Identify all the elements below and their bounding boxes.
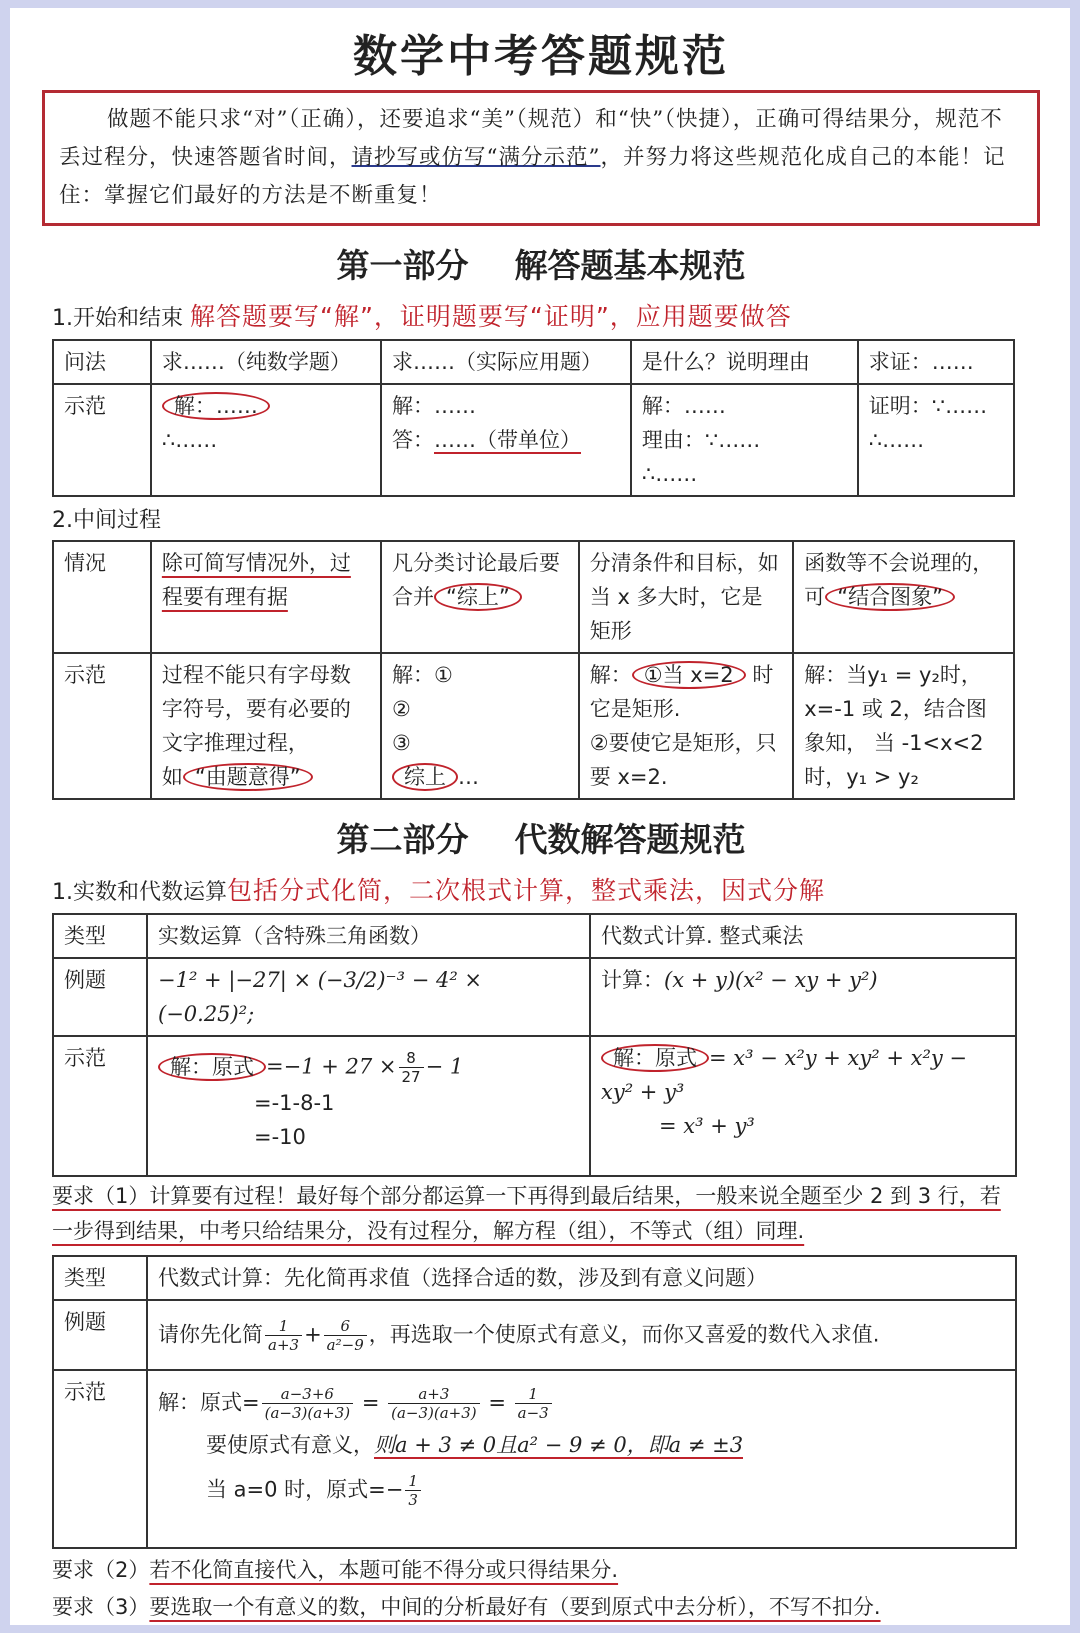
underline-mark: 除可简写情况外，过程要有理有据 <box>161 551 351 609</box>
cell-line: ∴…… <box>161 428 218 452</box>
cell <box>151 653 381 799</box>
frac-num: 6 <box>324 1317 367 1336</box>
part1-number: 第一部分 <box>336 246 469 285</box>
cell <box>381 541 579 653</box>
cell-text: = <box>488 1390 506 1415</box>
cell-text: 解：原式= <box>158 1390 260 1415</box>
cell-head: 类型 <box>53 1256 147 1300</box>
intro-text-1: 做题不能只求“对”（正确），还要追求“美”（规范）和“快”（快捷），正确可得结果分，规范不丢过程分，快速答题省时间， <box>59 107 1003 170</box>
p1-sec1-red: 解答题要写“解”，证明题要写“证明”，应用题要做答 <box>190 302 792 331</box>
intro-underlined: 请抄写或仿写“满分示范” <box>351 145 601 170</box>
cell-text: 请你先化简 <box>158 1322 263 1346</box>
cell-text: 时它是矩形. <box>589 663 774 721</box>
cell-text: ，再选取一个使原式有意义，而你又喜爱的数代入求值. <box>368 1322 880 1346</box>
math-expression: = x³ − x²y + xy² + x²y − xy² + y³ <box>601 1046 968 1104</box>
oval-mark: 综上 <box>392 763 458 791</box>
cell-row-head: 例题 <box>53 1300 147 1370</box>
cell-line: =-10 <box>254 1125 306 1149</box>
frac-num: 1 <box>405 1472 421 1491</box>
fraction <box>515 1385 552 1422</box>
oval-mark: 解：…… <box>162 392 270 420</box>
cell-line: 解：…… <box>391 394 476 418</box>
cell <box>381 384 631 496</box>
oval-mark: 解：原式 <box>158 1053 266 1081</box>
cell-row-head: 示范 <box>53 653 151 799</box>
math-expression: −1² + |−27| × (−3/2)⁻³ − 4² × (−0.25)²; <box>158 968 483 1026</box>
p1-sec1-label: 1.开始和结束 <box>52 306 183 331</box>
cell <box>147 1370 1016 1548</box>
page-title: 数学中考答题规范 <box>353 31 729 82</box>
oval-mark: “由题意得” <box>183 763 313 791</box>
frac-den: (a−3)(a+3) <box>264 1404 351 1422</box>
frac-den: a+3 <box>268 1335 300 1354</box>
cell <box>793 541 1014 653</box>
cell-text: 过程不能只有字母数字符号，要有必要的文字推理过程，如 <box>161 663 351 789</box>
cell <box>147 1300 1016 1370</box>
p2-sec1-heading <box>52 871 1040 907</box>
intro-box <box>42 90 1040 226</box>
part2-title: 代数解答题规范 <box>514 820 746 859</box>
frac-den: 27 <box>401 1068 421 1086</box>
frac-num: 1 <box>515 1385 552 1404</box>
table-start-end <box>52 339 1015 497</box>
cell <box>631 384 858 496</box>
frac-num: 1 <box>265 1317 302 1336</box>
requirement-2 <box>52 1553 1015 1588</box>
table-algebra-2 <box>52 1255 1017 1549</box>
math-expression: =−1 + 27 × <box>266 1054 397 1079</box>
cell-text: = <box>361 1390 380 1415</box>
cell-row-head: 例题 <box>53 958 147 1036</box>
cell-head: 实数运算（含特殊三角函数） <box>147 914 590 958</box>
cell-text: 当 a=0 时，原式=− <box>206 1477 404 1502</box>
frac-den: 3 <box>408 1491 418 1509</box>
cell <box>147 958 590 1036</box>
oval-mark: 解：原式 <box>601 1044 709 1072</box>
underline-mark: 若不化简直接代入，本题可能不得分或只得结果分. <box>149 1558 619 1582</box>
cell-text: … <box>457 765 479 789</box>
p2-sec1-label: 1.实数和代数运算 <box>52 880 227 905</box>
cell-row-head: 示范 <box>53 1370 147 1548</box>
cell-text: 函数等不会说理的，可 <box>804 551 994 609</box>
math-expression: − 1 <box>425 1054 464 1079</box>
req-label: 要求（3） <box>52 1595 150 1619</box>
underline-mark: 要选取一个有意义的数，中间的分析最好有（要到原式中去分析），不写不扣分. <box>149 1595 881 1619</box>
requirement-1: 要求（1）计算要有过程！最好每个部分都运算一下再得到最后结果，一般来说全题至少 2 到 3 行，若一步得到结果，中考只给结果分，没有过程分，解方程（组），不等式（组）同理. <box>52 1184 1001 1243</box>
cell <box>590 1036 1016 1176</box>
cell-line: ③ <box>391 731 411 755</box>
cell <box>147 1036 590 1176</box>
cell-line: ② <box>391 697 411 721</box>
cell-line: 解：…… <box>641 394 726 418</box>
cell-head: 类型 <box>53 914 147 958</box>
cell-text: 要使原式有意义， <box>206 1433 374 1457</box>
oval-mark: “结合图象” <box>825 583 955 611</box>
cell-head: 求证：…… <box>858 340 1014 384</box>
frac-den: (a−3)(a+3) <box>391 1404 477 1422</box>
math-expression: (x + y)(x² − xy + y²) <box>664 968 878 992</box>
underline-mark: 则a + 3 ≠ 0且a² − 9 ≠ 0，即a ≠ ±3 <box>374 1433 744 1457</box>
cell <box>381 653 579 799</box>
cell: 分清条件和目标，如当 x 多大时，它是矩形 <box>579 541 793 653</box>
p1-sec1-heading <box>52 297 1040 333</box>
oval-mark: “综上” <box>434 583 522 611</box>
oval-mark: ①当 x=2 <box>632 661 746 689</box>
fraction <box>388 1385 480 1422</box>
cell-head: 代数式计算. 整式乘法 <box>590 914 1016 958</box>
req-label: 要求（2） <box>52 1558 150 1582</box>
requirement-3 <box>52 1590 1015 1625</box>
cell-head: 代数式计算：先化简再求值（选择合适的数，涉及到有意义问题） <box>147 1256 1016 1300</box>
cell-text: 解： <box>589 663 632 687</box>
table-algebra-1 <box>52 913 1017 1177</box>
cell <box>858 384 1014 496</box>
cell-line: 证明：∵…… <box>868 394 988 418</box>
underline-mark: ……（带单位） <box>433 428 581 452</box>
fraction <box>405 1472 421 1509</box>
cell-line: 解：当y₁ = y₂时， <box>804 663 982 687</box>
cell-line: x=-1 或 2，结合图象知， 当 -1<x<2 时，y₁ > y₂ <box>804 697 987 789</box>
cell <box>793 653 1014 799</box>
cell-line: ∴…… <box>868 428 925 452</box>
fraction <box>324 1317 367 1354</box>
cell-line: 理由：∵…… <box>641 428 761 452</box>
cell-head: 是什么？说明理由 <box>631 340 858 384</box>
p1-sec2-label: 2.中间过程 <box>52 508 161 533</box>
p2-sec1-red: 包括分式化简，二次根式计算，整式乘法，因式分解 <box>227 876 826 905</box>
p1-sec2-heading <box>52 503 1040 534</box>
cell-line: =-1-8-1 <box>254 1091 335 1115</box>
fraction <box>265 1317 302 1354</box>
cell-line: ②要使它是矩形，只要 x=2. <box>589 731 777 789</box>
frac-num: a−3+6 <box>262 1385 354 1404</box>
cell-text: 计算： <box>601 968 664 992</box>
fraction <box>262 1385 354 1422</box>
cell <box>590 958 1016 1036</box>
cell-line: 解：① <box>391 663 453 687</box>
cell-text: + <box>304 1322 322 1346</box>
part1-heading <box>42 240 1040 287</box>
fraction <box>399 1049 424 1086</box>
page <box>10 8 1070 1625</box>
cell-line: ∴…… <box>641 462 698 486</box>
cell-text: 凡分类讨论最后要合并 <box>391 551 560 609</box>
cell-row-head: 示范 <box>53 384 151 496</box>
part1-title: 解答题基本规范 <box>514 246 746 285</box>
cell-head: 求……（纯数学题） <box>151 340 381 384</box>
table-process <box>52 540 1015 800</box>
part2-number: 第二部分 <box>336 820 469 859</box>
cell-row-head: 示范 <box>53 1036 147 1176</box>
frac-den: a²−9 <box>326 1335 364 1354</box>
cell <box>579 653 793 799</box>
intro-text-2: ，并努力将这些规范化成自己的本能！记住：掌握它们最好的方法是不断重复！ <box>59 145 1006 208</box>
cell <box>151 541 381 653</box>
frac-den: a−3 <box>517 1404 549 1422</box>
cell-row-head: 情况 <box>53 541 151 653</box>
frac-num: 8 <box>399 1049 424 1068</box>
cell-head: 问法 <box>53 340 151 384</box>
cell <box>151 384 381 496</box>
cell-head: 求……（实际应用题） <box>381 340 631 384</box>
cell-line: 答： <box>391 428 434 452</box>
math-expression: = x³ + y³ <box>659 1114 755 1138</box>
part2-heading <box>42 814 1040 861</box>
frac-num: a+3 <box>388 1385 480 1404</box>
